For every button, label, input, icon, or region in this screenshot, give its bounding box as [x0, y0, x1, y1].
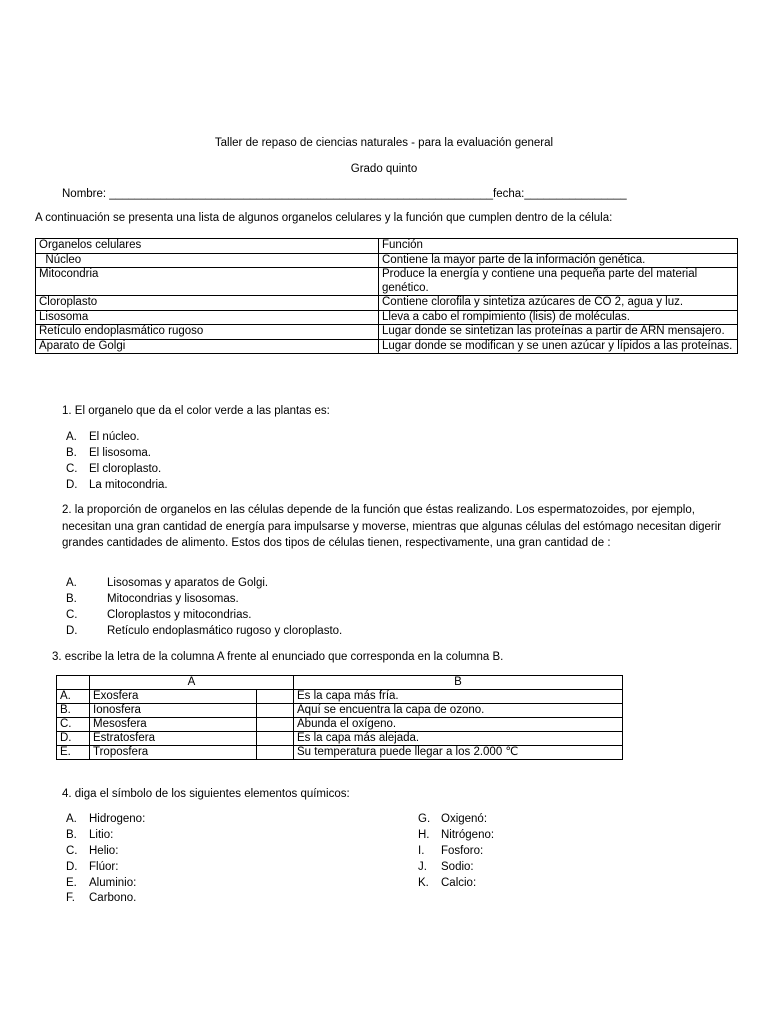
question-4: 4. diga el símbolo de los siguientes elementos químicos:	[62, 788, 350, 800]
option-letter: A.	[66, 431, 77, 443]
element-item[interactable]: Sodio:	[441, 861, 474, 873]
answer-blank[interactable]	[257, 732, 294, 746]
option-letter: D.	[66, 861, 78, 873]
answer-option[interactable]: El lisosoma.	[89, 447, 151, 459]
organelle-function: Contiene clorofila y sintetiza azúcares de CO 2, agua y luz.	[379, 296, 738, 311]
layer-description: Es la capa más alejada.	[294, 732, 623, 746]
column-b-header: B	[294, 676, 623, 690]
name-date-line: Nombre: ____________________________________________________________fecha:________________	[62, 188, 627, 200]
table-header-row	[57, 676, 623, 690]
table-header-row	[36, 239, 738, 254]
answer-option[interactable]: Lisosomas y aparatos de Golgi.	[107, 577, 269, 589]
element-item[interactable]: Oxigenó:	[441, 813, 488, 825]
matching-table	[56, 675, 623, 760]
answer-option[interactable]: Retículo endoplasmático rugoso y cloroplasto.	[107, 625, 343, 637]
option-letter: B.	[66, 829, 77, 841]
organelle-name: Cloroplasto	[36, 296, 379, 311]
option-letter: F.	[66, 892, 75, 904]
organelle-name: Lisosoma	[36, 310, 379, 325]
organelle-function: Produce la energía y contiene una pequeña parte del material genético.	[379, 268, 738, 296]
option-letter: G.	[418, 813, 431, 825]
table-row	[57, 746, 623, 760]
table-row	[36, 339, 738, 354]
layer-description: Aquí se encuentra la capa de ozono.	[294, 704, 623, 718]
element-item[interactable]: Nitrógeno:	[441, 829, 495, 841]
answer-option[interactable]: Cloroplastos y mitocondrias.	[107, 609, 252, 621]
table-row	[36, 325, 738, 340]
organelle-name: Núcleo	[36, 253, 379, 268]
table-row	[36, 310, 738, 325]
element-item[interactable]: Flúor:	[89, 861, 119, 873]
organelle-name: Aparato de Golgi	[36, 339, 379, 354]
layer-description: Su temperatura puede llegar a los 2.000 ℃	[294, 746, 623, 760]
question-3: 3. escribe la letra de la columna A frente al enunciado que corresponda en la columna B.	[52, 651, 504, 663]
organelle-function: Lleva a cabo el rompimiento (lisis) de moléculas.	[379, 310, 738, 325]
table-header: Organelos celulares	[36, 239, 379, 254]
layer-name: Ionosfera	[90, 704, 257, 718]
table-row	[57, 718, 623, 732]
organelle-table	[35, 238, 738, 354]
row-letter: A.	[57, 690, 90, 704]
grade-label: Grado quinto	[350, 163, 418, 175]
option-letter: C.	[66, 463, 78, 475]
organelle-name: Retículo endoplasmático rugoso	[36, 325, 379, 340]
answer-option[interactable]: Mitocondrias y lisosomas.	[107, 593, 239, 605]
table-row	[57, 704, 623, 718]
answer-option[interactable]: El núcleo.	[89, 431, 140, 443]
organelle-function: Lugar donde se modifican y se unen azúcar y lípidos a las proteínas.	[379, 339, 738, 354]
layer-name: Exosfera	[90, 690, 257, 704]
layer-description: Es la capa más fría.	[294, 690, 623, 704]
row-letter: E.	[57, 746, 90, 760]
intro-text: A continuación se presenta una lista de algunos organelos celulares y la función que cumplen dentro de la célula:	[35, 212, 613, 224]
answer-blank[interactable]	[257, 690, 294, 704]
option-letter: I.	[418, 845, 425, 857]
table-row	[36, 268, 738, 296]
row-letter: C.	[57, 718, 90, 732]
option-letter: C.	[66, 609, 78, 621]
answer-blank[interactable]	[257, 718, 294, 732]
answer-option[interactable]: El cloroplasto.	[89, 463, 162, 475]
option-letter: C.	[66, 845, 78, 857]
document-title: Taller de repaso de ciencias naturales - para la evaluación general	[214, 137, 554, 149]
option-letter: D.	[66, 625, 78, 637]
organelle-name: Mitocondria	[36, 268, 379, 296]
answer-option[interactable]: La mitocondria.	[89, 479, 168, 491]
option-letter: A.	[66, 813, 77, 825]
option-letter: D.	[66, 479, 78, 491]
table-row	[57, 732, 623, 746]
column-a-header: A	[90, 676, 294, 690]
table-row	[36, 296, 738, 311]
organelle-function: Lugar donde se sintetizan las proteínas a partir de ARN mensajero.	[379, 325, 738, 340]
answer-blank[interactable]	[257, 704, 294, 718]
row-letter: B.	[57, 704, 90, 718]
element-item[interactable]: Helio:	[89, 845, 119, 857]
element-item[interactable]: Litio:	[89, 829, 114, 841]
element-item[interactable]: Aluminio:	[89, 877, 137, 889]
element-item[interactable]: Fosforo:	[441, 845, 484, 857]
element-item[interactable]: Hidrogeno:	[89, 813, 146, 825]
layer-name: Estratosfera	[90, 732, 257, 746]
layer-name: Mesosfera	[90, 718, 257, 732]
table-cell	[57, 676, 90, 690]
answer-blank[interactable]	[257, 746, 294, 760]
option-letter: A.	[66, 577, 77, 589]
table-row	[36, 253, 738, 268]
table-row	[57, 690, 623, 704]
element-item[interactable]: Calcio:	[441, 877, 477, 889]
question-1: 1. El organelo que da el color verde a las plantas es:	[62, 405, 330, 417]
layer-name: Troposfera	[90, 746, 257, 760]
row-letter: D.	[57, 732, 90, 746]
option-letter: E.	[66, 877, 77, 889]
table-header: Función	[379, 239, 738, 254]
option-letter: K.	[418, 877, 429, 889]
option-letter: B.	[66, 593, 77, 605]
element-item[interactable]: Carbono.	[89, 892, 137, 904]
question-2: 2. la proporción de organelos en las células depende de la función que éstas realizando. Los espermatozoides, por ejemplo, necesitan una gran cantidad de energía para impulsarse y moverse, mientras que algunas células del estómago necesitan digerir grandes cantidades de alimento. Estos dos tipos de células tienen, respectivamente, una gran cantidad de :	[62, 504, 722, 549]
option-letter: H.	[418, 829, 430, 841]
layer-description: Abunda el oxígeno.	[294, 718, 623, 732]
option-letter: B.	[66, 447, 77, 459]
option-letter: J.	[418, 861, 427, 873]
organelle-function: Contiene la mayor parte de la información genética.	[379, 253, 738, 268]
